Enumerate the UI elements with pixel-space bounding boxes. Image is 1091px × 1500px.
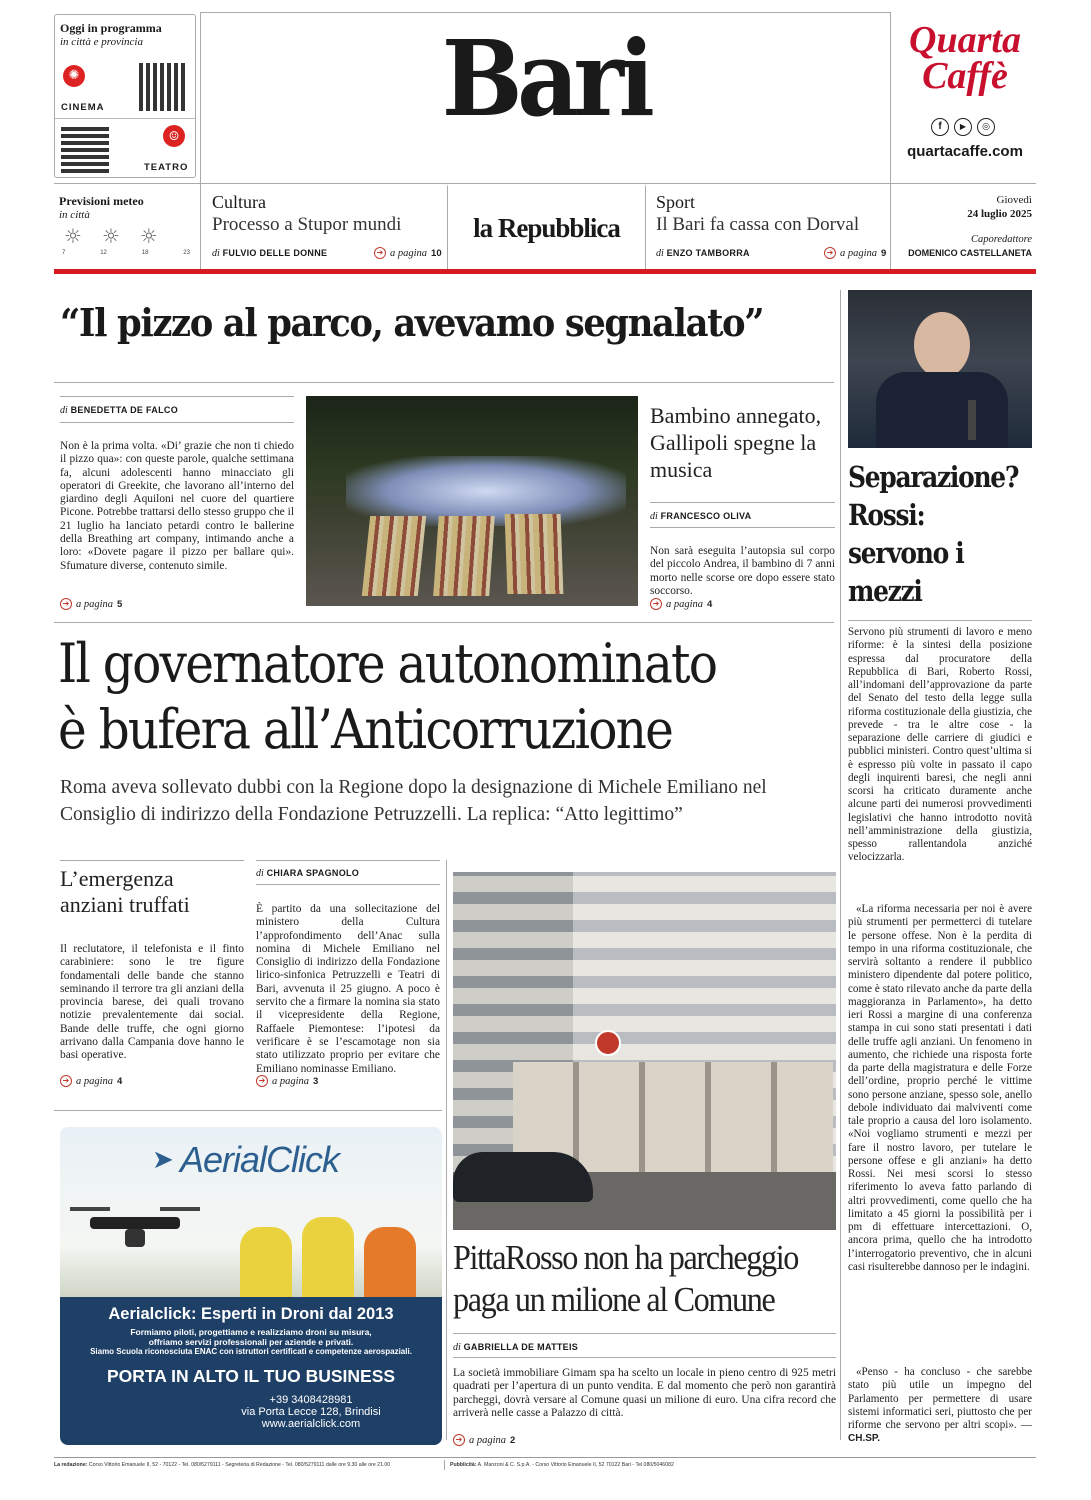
bambino-headline[interactable]: Bambino annegato, Gallipoli spegne la musica [650,403,822,482]
arrow-right-icon: ➔ [650,598,662,610]
footer-redazione: La redazione: Corso Vittorio Emanuele II, 52 - 70122 - Tel. 080/5279111 - Segreteria di Redazione - Tel. 080/5279111 dalle ore 9.30 alle ore 21.00 [54,1462,391,1468]
divider [650,502,835,503]
divider [890,184,891,270]
masthead-box [200,12,891,183]
qr-code-teatro[interactable] [61,125,109,173]
qr-code-cinema[interactable] [139,63,187,111]
cultura-teaser[interactable] [206,184,446,270]
pittarosso-byline: di GABRIELLA DE MATTEIS [453,1342,579,1353]
divider [256,884,440,885]
ad-panel [60,1297,442,1445]
divider [840,290,841,1440]
sport-byline: di ENZO TAMBORRA [656,248,750,259]
sun-icon: ☼ [64,224,82,248]
divider [60,396,294,397]
pizzo-page-ref[interactable]: ➔ a pagina 5 [60,598,122,610]
cinema-label[interactable]: CINEMA [61,102,105,113]
arrow-right-icon: ➔ [824,247,836,259]
divider [453,1357,836,1358]
ad-title: Aerialclick: Esperti in Droni dal 2013 [108,1305,394,1323]
deck-chair [505,514,564,594]
date-box [894,184,1036,270]
cultura-byline: di FULVIO DELLE DONNE [212,248,328,259]
main-page-ref[interactable]: ➔ a pagina 3 [256,1075,318,1087]
divider [55,118,195,119]
bambino-byline: di FRANCESCO OLIVA [650,511,752,522]
caporedattore-label: Caporedattore [970,234,1032,245]
building-photo [453,872,836,1230]
main-byline: di CHIARA SPAGNOLO [256,868,360,879]
pittarosso-body: La società immobiliare Gimam spa ha scelto un locale in pieno centro di 925 metri quadrati per l’apertura di un punto vendita. E dal momento che però non garantirà parcheggi, dovrà versare al Comune quasi un milione di euro. Una cifra record che arriverà nelle casse a Palazzo di città. [453,1367,836,1419]
arrow-right-icon: ➔ [60,1075,72,1087]
aerialclick-ad[interactable] [60,1127,442,1445]
meteo-hours: 7 12 18 23 [62,250,190,256]
arrow-right-icon: ➔ [453,1434,465,1446]
deck-chair [362,516,426,596]
ad-logo: AerialClick [180,1139,340,1180]
red-rule [54,269,1036,274]
main-headline-line1[interactable]: Il governatore autonominato [58,632,717,695]
rossi-headline[interactable]: Separazione? Rossi: servono i mezzi [848,460,1019,608]
brand-box [447,184,646,273]
facebook-icon[interactable]: f [931,118,949,136]
pizzo-byline: di BENEDETTA DE FALCO [60,405,178,416]
divider [848,620,1032,621]
meteo-subtitle: in città [59,209,90,221]
cultura-page-ref[interactable]: ➔ a pagina 10 [374,247,442,259]
cultura-title[interactable]: Processo a Stupor mundi [212,214,402,235]
deck-chair [433,516,495,596]
social-icons [931,118,995,136]
anziani-page-ref[interactable]: ➔ a pagina 4 [60,1075,122,1087]
youtube-icon[interactable]: ▶ [954,118,972,136]
plane-icon: ➤ [152,1145,174,1175]
person-head [914,312,970,378]
bambino-page-ref[interactable]: ➔ a pagina 4 [650,598,712,610]
sun-icon: ☼ [101,224,120,248]
meteo-title: Previsioni meteo [59,194,144,208]
issue-day: Giovedì [996,194,1032,206]
programma-subtitle: in città e provincia [60,36,143,48]
ad-line1: Formiamo piloti, progettiamo e realizziamo droni su misura, [130,1327,372,1337]
divider [54,622,834,623]
microphone-icon [968,400,976,440]
arrow-right-icon: ➔ [374,247,386,259]
teatro-label[interactable]: TEATRO [144,162,189,173]
rossi-body: Servono più strumenti di lavoro e meno riforme: è la sintesi della posizione espressa dal procuratore della Repubblica di Bari, Roberto Rossi, all’indomani dell’approvazione da parte del Senato del testo della legge sulla riforma costituzionale della giustizia, che prevede - tra le altre cose - la separazione delle carriere di giudici e pubblici ministeri. Contro quest’ultima si è espresso più volte in passato il capo degli inquirenti baresi, che negli anni scorsi ha criticato duramente anche alcune parti dei numerosi provvedimenti legislativi che hanno introdotto novità nell’amministrazione della giustizia, spesso rallentandola anziché velocizzarla. [848,626,1032,864]
pittarosso-page-ref[interactable]: ➔ a pagina 2 [453,1434,515,1446]
pittarosso-headline[interactable]: PittaRosso non ha parcheggio paga un milione al Comune [453,1238,799,1319]
divider [453,1333,836,1334]
programma-box [54,14,196,178]
brand-logo: la Repubblica [473,213,620,243]
cinema-icon[interactable]: ✺ [63,65,85,87]
divider [444,1460,445,1470]
meteo-box [54,184,194,270]
divider [54,382,834,383]
bambino-body: Non sarà eseguita l’autopsia sul corpo del piccolo Andrea, il bambino di 7 anni morto nelle scorse ore dopo essere stato soccorso. [650,545,835,597]
park-photo [306,396,638,606]
ad-phone[interactable]: +39 3408428981 [269,1394,353,1406]
pilots-image [240,1207,420,1307]
sponsor-url[interactable]: quartacaffe.com [907,143,1023,160]
parked-car [453,1152,593,1202]
divider [200,184,201,270]
main-headline-line2[interactable]: è bufera all’Anticorruzione [58,698,673,761]
masthead-title: Bari [441,17,650,140]
sponsor-logo[interactable]: Quarta Caffè [909,19,1021,97]
sport-teaser[interactable] [650,184,890,270]
divider [60,860,244,861]
divider [60,422,294,423]
ad-line2: offriamo servizi professionali per aziende e privati. [148,1337,354,1347]
divider [446,860,447,1440]
nav-strip [54,183,1036,270]
main-body: È partito da una sollecitazione del ministero della Cultura l’approfondimento dell’Anac sulla nomina di Michele Emiliano nel Consiglio di indirizzo della Fondazione lirico-sinfonica Petruzzelli e Teatri di Bari, avvenuta il 25 giugno. A poco è servito che a firmare la nomina sia stato il vicepresidente della Regione, Raffaele Piemontese: l’ipotesi da verificare è se l’escamotage non sia stato utilizzato proprio per evitare che Emiliano nominasse Emiliano. [256,903,440,1075]
sponsor-block[interactable] [895,20,1035,170]
sport-title[interactable]: Il Bari fa cassa con Dorval [656,214,860,235]
sport-page-ref[interactable]: ➔ a pagina 9 [824,247,886,259]
rossi-body-3: «Penso - ha concluso - che sarebbe stato più utile un impegno del Parlamento per permettere di usare sistemi informatici seri, piuttosto che per riforme che servono per altri scopi». — CH.SP. [848,1366,1032,1445]
issue-date: 24 luglio 2025 [967,208,1032,220]
meteo-sun-icons [64,224,158,248]
footer-rule [54,1457,1036,1458]
teatro-icon[interactable]: ☺ [163,125,185,147]
sport-kicker: Sport [656,192,696,212]
ad-address: via Porta Lecce 128, Brindisi [241,1406,381,1418]
arrow-right-icon: ➔ [60,598,72,610]
rossi-signature: CH.SP. [848,1433,881,1445]
arrow-right-icon: ➔ [256,1075,268,1087]
main-deck: Roma aveva sollevato dubbi con la Regione dopo la designazione di Michele Emiliano nel Consiglio di indirizzo della Fondazione Petruzzelli. La replica: “Atto legittimo” [60,777,767,825]
person-suit [876,372,1008,448]
cultura-kicker: Cultura [212,192,266,212]
ad-site[interactable]: www.aerialclick.com [261,1418,361,1430]
caporedattore-name: DOMENICO CASTELLANETA [908,248,1032,258]
rossi-photo [848,290,1032,448]
instagram-icon[interactable]: ◎ [977,118,995,136]
no-entry-sign-icon [595,1030,621,1056]
pizzo-body: Non è la prima volta. «Di’ grazie che non ti chiedo il pizzo qua»: con queste parole, qualche settimana fa, alcuni adolescenti hanno minacciato gli operatori di Greekite, che lavorano all’interno del giardino degli Aquiloni nel cuore del quartiere Picone. Potrebbe trattarsi dello stesso gruppo che il 21 luglio ha lanciato petardi contro le ballerine della Breathing art company, intimando anche a loro: «Dovete pagare il pizzo per ballare qui». Sfumature diverse, contenuto simile. [60,440,294,572]
drone-icon [70,1197,200,1247]
divider [256,860,440,861]
ad-line3: Siamo Scuola riconosciuta ENAC con istruttori certificati e competenze aerospaziali. [90,1347,412,1356]
pizzo-headline[interactable]: “Il pizzo al parco, avevamo segnalato” [60,300,764,345]
footer-pubblicita: Pubblicità: A. Manzoni & C. S.p.A. - Corso Vittorio Emanuele II, 52 70122 Bari - Tel 080/5046082 [450,1462,674,1468]
divider [650,527,835,528]
ad-cta[interactable]: PORTA IN ALTO IL TUO BUSINESS [106,1366,396,1386]
anziani-headline[interactable]: L’emergenza anziani truffati [60,866,190,917]
anziani-body: Il reclutatore, il telefonista e il finto carabiniere: sono le tre figure fondamentali delle bande che stanno seminando il terrore tra gli anziani della provincia barese, dei quali trovano notizie prevalentemente dai social. Bande delle truffe, che ogni giorno arrivano dalla Campania dove hanno le basi operative. [60,943,244,1062]
sun-icon: ☼ [139,224,158,248]
programma-title: Oggi in programma [60,21,162,35]
divider [54,1110,442,1111]
rossi-body-2: «La riforma necessaria per noi è avere più strumenti per permetterci di tutelare le persone offese. Non è la perdita di tempo in una riforma costituzionale, che servirà soltanto a rendere il pubblico ministero dipendente dal potere politico, come è stato rilevato anche da parte della maggioranza in Parlamento», ha detto ieri Rossi a margine di una conferenza stampa in cui sono stati presentati i dati delle truffe agli anziani. Un fenomeno in aumento, che richiede una risposta forte da parte della magistratura e delle Forze dell’ordine, proprio perché le vittime sono persone anziane, spesso sole, anello debole individuato dai malviventi come tale proprio a causa del loro isolamento. «Noi vogliamo strumenti e mezzi per fare il nostro lavoro, per tutelare le persone offese e gli anziani» ha detto Rossi. Nei mesi scorsi lo stesso riferimento lo aveva fatto parlando di altri provvedimenti, come quello che ha limitato a 45 giorni la possibilità per i pm di effettuare intercettazioni. O, ancora prima, quello che ha introdotto l’interrogatorio preventivo, che in alcuni casi risulterebbe dannoso per le indagini. [848,903,1032,1273]
